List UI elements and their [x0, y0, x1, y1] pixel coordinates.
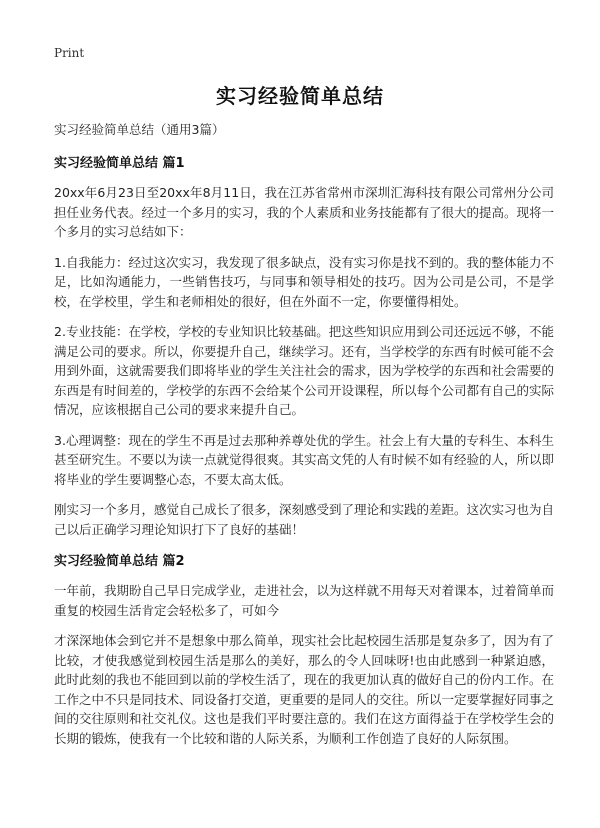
page-title: 实习经验简单总结 [216, 84, 384, 108]
section-heading-2: 实习经验简单总结 篇2 [54, 554, 185, 569]
section-heading-1: 实习经验简单总结 篇1 [54, 156, 185, 171]
print-label: Print [54, 46, 85, 60]
document-subtitle: 实习经验简单总结（通用3篇） [54, 122, 225, 137]
section-2-paragraph-1: 一年前，我期盼自己早日完成学业，走进社会，以为这样就不用每天对着课本，过着简单而重复的校园生活肯定会轻松多了，可如今 [54, 583, 555, 618]
document-body [54, 148, 554, 759]
section-2-paragraph-2: 才深深地体会到它并不是想象中那么简单，现实社会比起校园生活那是复杂多了，因为有了比较，才使我感觉到校园生活是那么的美好，那么的令人回味呀!也由此感到一种紧迫感，此时此刻的我也不能回到以前的学校生活了，现在的我更加认真的做好自己的份内工作。在工作之中不只是同技术、同设备打交道，更重要的是同人的交往。所以一定要掌握好同事之间的交往原则和社交礼仪。这也是我们平时要注意的。我们在这方面得益于在学校学生会的长期的锻炼，使我有一个比较和谐的人际关系，为顺利工作创造了良好的人际氛围。 [54, 633, 555, 746]
section-1-paragraph-1: 20xx年6月23日至20xx年8月11日，我在江苏省常州市深圳汇海科技有限公司常州分公司担任业务代表。经过一个多月的实习，我的个人素质和业务技能都有了很大的提高。现将一个多月的实习总结如下： [54, 185, 555, 239]
section-1-paragraph-3: 2.专业技能：在学校，学校的专业知识比较基础。把这些知识应用到公司还远远不够，不能满足公司的要求。所以，你要提升自己，继续学习。还有，当学校学的东西有时候可能不会用到外面，这就需要我们即将毕业的学生关注社会的需求，因为学校学的东西和社会需要的东西是有时间差的，学校学的东西不会给某个公司开设课程，所以每个公司都有自己的实际情况，应该根据自己公司的要求来提升自己。 [54, 324, 555, 417]
section-1-paragraph-5: 刚实习一个多月，感觉自己成长了很多，深刻感受到了理论和实践的差距。这次实习也为自己以后正确学习理论知识打下了良好的基础！ [54, 502, 555, 537]
section-1-paragraph-4: 3.心理调整：现在的学生不再是过去那种养尊处优的学生。社会上有大量的专科生、本科生甚至研究生。不要以为读一点就觉得很爽。其实高文凭的人有时候不如有经验的人，所以即将毕业的学生要调整心态，不要太高太低。 [54, 432, 555, 487]
section-1-paragraph-2: 1.自我能力：经过这次实习，我发现了很多缺点，没有实习你是找不到的。我的整体能力不足，比如沟通能力，一些销售技巧，与同事和领导相处的技巧。因为公司是公司，不是学校，在学校里，学生和老师相处的很好，但在外面不一定，你要懂得相处。 [54, 254, 554, 309]
